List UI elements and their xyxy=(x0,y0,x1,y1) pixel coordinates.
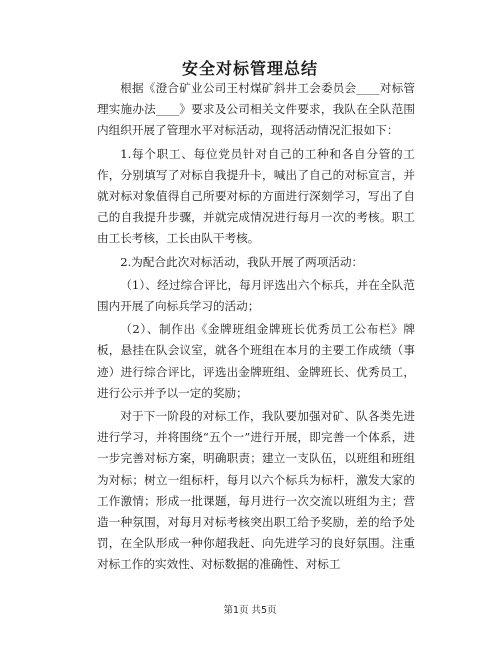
page-number: 第1页 共5页 xyxy=(223,605,277,616)
paragraph-next-steps: 对于下一阶段的对标工作，我队要加强对矿、队各类先进进行学习，并将围绕“五个一”进行开展，即完善一个体系，进一步完善对标方案，明确职责；建立一支队伍，以班组和班组为对标；树立一组标杆，每月以六个标兵为标杆，激发大家的工作激情；形成一批课题，每月进行一次交流以班组为主；营造一种氛围，对每月对标考核突出职工给予奖励，差的给予处罚，在全队形成一种你超我赶、向先进学习的良好氛围。注重对标工作的实效性、对标数据的准确性、对标工 xyxy=(97,409,415,572)
paragraph-intro: 根据《澄合矿业公司王村煤矿斜井工会委员会____对标管理实施办法____》要求及公司相关文件要求，我队在全队范围内组织开展了管理水平对标活动，现将活动情况汇报如下： xyxy=(97,81,415,138)
document-body xyxy=(97,78,415,576)
paragraph-item-1: 1.每个职工、每位党员针对自己的工种和各自分管的工作，分别填写了对标自我提升卡，喊出了自己的对标宣言，并就对标对象值得自己所要对标的方面进行深刻学习，写出了自己的自我提升步骤，并就完成情况进行每月一次的考核。职工由工长考核，工长由队干考核。 xyxy=(97,146,415,246)
paragraph-subitem-2: （2）、制作出《金牌班组金牌班长优秀员工公布栏》牌板，悬挂在队会议室，就各个班组在本月的主要工作成绩（事迹）进行综合评比，评选出金牌班组、金牌班长、优秀员工，进行公示并予以一定的奖励； xyxy=(97,322,415,400)
paragraph-item-2: 2.为配合此次对标活动，我队开展了两项活动： xyxy=(120,254,364,269)
document-title: 安全对标管理总结 xyxy=(181,59,318,78)
paragraph-subitem-1: （1）、经过综合评比，每月评选出六个标兵，并在全队范围内开展了向标兵学习的活动； xyxy=(97,277,415,314)
